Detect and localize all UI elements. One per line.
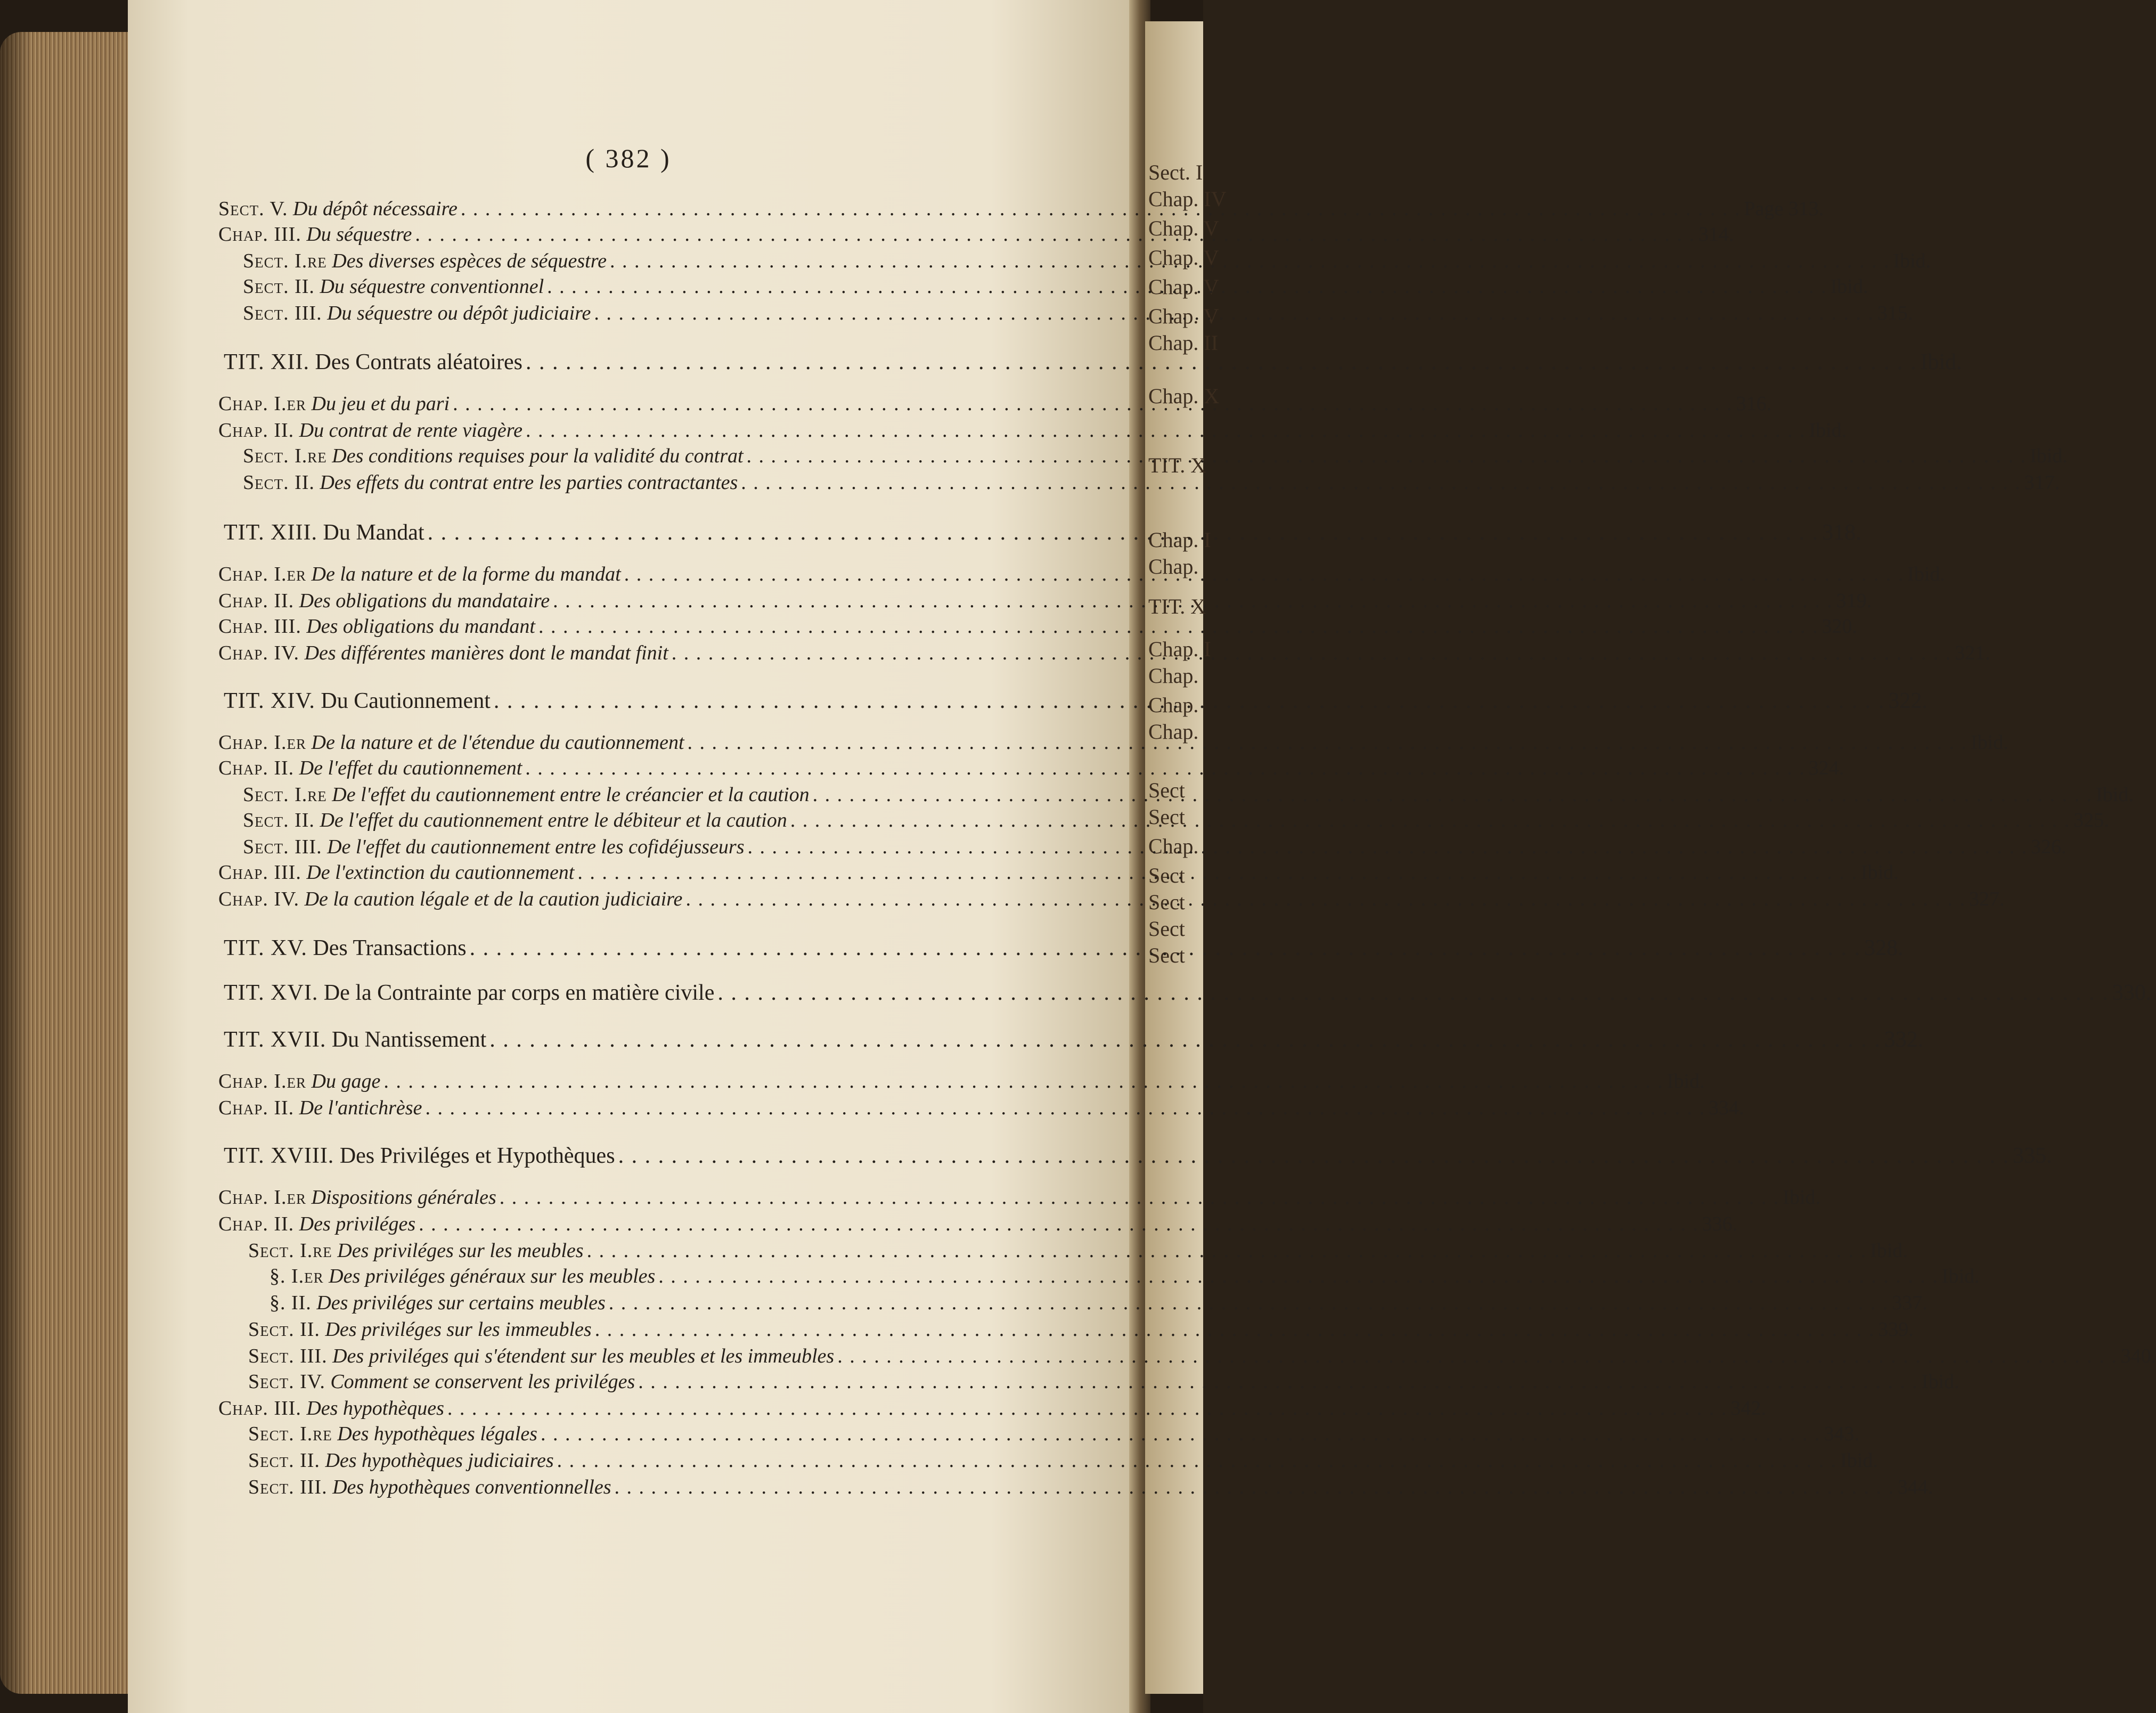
toc-entry-page: 335. xyxy=(2013,1144,2052,1168)
toc-entry-page: Ibid. xyxy=(1921,1371,1959,1393)
toc-entry-label: Sect. II. xyxy=(243,275,315,298)
toc-entry-title: Du dépôt nécessaire xyxy=(293,198,458,220)
toc-entry-title: Des priviléges sur les meubles xyxy=(337,1239,584,1262)
facing-page-fragment: Chap. xyxy=(1148,554,1199,578)
page-edges-shadow xyxy=(0,32,32,1694)
leader-dots xyxy=(538,615,1819,638)
leader-dots xyxy=(658,1265,1939,1288)
leader-dots xyxy=(638,1370,1918,1393)
toc-entry-page: Ibid. xyxy=(1870,1239,1908,1262)
toc-entry-page: 330. xyxy=(2112,981,2152,1005)
toc-entry-page: 326. xyxy=(2031,836,2067,858)
facing-page-fragment: Chap. I xyxy=(1148,637,1211,661)
toc-entry-page: 327. xyxy=(1969,888,2005,910)
toc-entry-page: 314. xyxy=(1698,223,1734,246)
toc-entry-title: Des différentes manières dont le mandat finit xyxy=(304,642,668,664)
facing-page-fragment: Sect xyxy=(1148,863,1185,887)
leader-dots xyxy=(577,861,1858,884)
toc-entry-title: Des hypothèques xyxy=(306,1397,444,1420)
leader-dots xyxy=(425,1096,1705,1120)
facing-page-fragment: Sect xyxy=(1148,890,1185,914)
leader-dots xyxy=(790,809,2071,832)
toc-entry xyxy=(218,1449,1878,1472)
toc-entry xyxy=(218,1212,1738,1236)
toc-entry-page: Ibid. xyxy=(1907,563,1945,585)
leader-dots xyxy=(489,1027,1881,1053)
toc-entry-label: TIT. XIV. xyxy=(224,689,315,713)
leader-dots xyxy=(837,1344,2118,1368)
toc-entry xyxy=(218,1397,1766,1420)
leader-dots xyxy=(624,562,1905,586)
toc-entry-label: Chap. III. xyxy=(218,1397,301,1420)
leader-dots xyxy=(618,1143,2010,1169)
toc-entry xyxy=(218,1239,1908,1262)
leader-dots xyxy=(526,419,1806,442)
toc-entry-label: Chap. II. xyxy=(218,419,295,442)
facing-page-fragment: Chap. xyxy=(1148,720,1199,744)
toc-entry-page: 319. xyxy=(1836,590,1872,612)
page-number: ( 382 ) xyxy=(585,143,672,173)
toc-entry-title: De l'effet du cautionnement entre les cofidéjusseurs xyxy=(327,836,745,858)
toc-entry-title: Des priviléges sur certains meubles xyxy=(316,1292,606,1314)
toc-entry-title: Des priviléges qui s'étendent sur les meubles et les immeubles xyxy=(332,1345,835,1367)
toc-entry-page: 332. xyxy=(1884,1027,1924,1052)
toc-entry-page: 344. xyxy=(1897,1476,1933,1498)
toc-entry-title: De l'effet du cautionnement xyxy=(299,757,522,779)
leader-dots xyxy=(526,349,1917,375)
toc-entry-title: Des priviléges xyxy=(299,1213,416,1235)
toc-entry-label: Sect. I.re xyxy=(243,784,327,806)
leader-dots xyxy=(500,1186,1780,1209)
facing-page-fragment: Sect xyxy=(1148,805,1185,829)
facing-page-fragment: Chap. xyxy=(1148,664,1199,688)
toc-entry-title: De la nature et de l'étendue du cautionnement xyxy=(311,731,684,754)
toc-entry-title: Du gage xyxy=(311,1070,381,1092)
leader-dots xyxy=(594,301,1874,325)
leader-dots xyxy=(453,392,1733,415)
toc-entry-page: Ibid. xyxy=(2096,784,2134,806)
toc-entry-label: Chap. II. xyxy=(218,590,295,612)
toc-entry-label: TIT. XVII. xyxy=(224,1027,326,1052)
toc-entry-page: 317. xyxy=(2024,471,2060,494)
facing-page-fragment: Sect. I xyxy=(1148,160,1203,184)
facing-page-fragment: Chap. X xyxy=(1148,384,1220,408)
toc-entry-label: Chap. IV. xyxy=(218,642,300,664)
toc-entry-label: Chap. I.er xyxy=(218,1070,307,1092)
leader-dots xyxy=(419,1212,1699,1236)
leader-dots xyxy=(747,444,2027,468)
toc-entry-label: Sect. I.re xyxy=(248,1423,332,1445)
toc-entry-label: Sect. III. xyxy=(248,1345,328,1367)
toc-entry xyxy=(218,1143,2052,1169)
toc-entry-title: Des priviléges sur les immeubles xyxy=(325,1318,592,1341)
facing-page-fragment: Chap. I xyxy=(1148,528,1211,552)
toc-entry xyxy=(218,756,1844,780)
toc-entry-label: Chap. III. xyxy=(218,223,301,246)
toc-entry-page: Page 313. xyxy=(1744,198,1824,220)
facing-page-fragment: Chap. V xyxy=(1148,275,1219,299)
leader-dots xyxy=(595,1318,1875,1341)
toc-entry-title: Des effets du contrat entre les parties contractantes xyxy=(320,471,738,494)
leader-dots xyxy=(525,756,1806,780)
facing-page-fragment: Chap. xyxy=(1148,834,1199,858)
toc-entry-page: Ibid. xyxy=(1667,1070,1705,1092)
toc-entry xyxy=(218,1370,1959,1393)
leader-dots xyxy=(553,589,1833,613)
toc-entry-page: 342. xyxy=(1730,1397,1766,1420)
leader-dots xyxy=(494,688,1885,714)
toc-entry-title: De l'extinction du cautionnement xyxy=(306,861,575,884)
toc-entry xyxy=(218,419,1847,442)
toc-entry-title: De la Contrainte par corps en matière civile xyxy=(323,981,715,1005)
facing-page-fragment: Sect xyxy=(1148,917,1185,941)
toc-entry-page: 336. xyxy=(1702,1213,1738,1235)
toc-entry-title: Comment se conservent les priviléges xyxy=(330,1371,635,1393)
toc-entry-label: Sect. III. xyxy=(243,302,322,324)
toc-entry-title: Des hypothèques légales xyxy=(337,1423,537,1445)
leader-dots xyxy=(557,1449,1838,1472)
facing-page-fragment: Chap. V xyxy=(1148,304,1219,328)
toc-entry-label: Chap. IV. xyxy=(218,888,300,910)
facing-page-fragment: Chap. V xyxy=(1148,216,1219,240)
toc-entry-title: Du séquestre conventionnel xyxy=(320,275,544,298)
toc-entry-label: Sect. II. xyxy=(248,1318,320,1341)
toc-entry xyxy=(218,783,2134,806)
toc-entry xyxy=(218,471,2060,494)
leader-dots xyxy=(614,1475,1894,1499)
toc-entry-page: Ibid. xyxy=(1783,1186,1821,1209)
toc-entry-page: 321. xyxy=(1955,642,1990,664)
leader-dots xyxy=(447,1397,1728,1420)
toc-entry-title: Du séquestre xyxy=(306,223,412,246)
facing-page-fragment: TIT. X xyxy=(1148,453,1206,477)
toc-entry-label: §. II. xyxy=(270,1292,312,1314)
toc-entry-page: Ibid. xyxy=(1893,250,1931,272)
toc-entry-label: Sect. I.re xyxy=(243,445,327,467)
facing-page-fragment: Sect xyxy=(1148,778,1185,802)
toc-entry-page: 328. xyxy=(1864,936,1904,960)
toc-entry-label: TIT. XIII. xyxy=(224,520,317,545)
toc-entry-label: Chap. I.er xyxy=(218,563,307,585)
toc-entry xyxy=(218,1318,1914,1341)
toc-entry xyxy=(218,1027,1924,1053)
toc-entry-page: Ibid. xyxy=(1971,731,2008,754)
facing-page-fragment: Chap. xyxy=(1148,693,1199,717)
toc-entry-page: 318. xyxy=(1822,520,1861,545)
leader-dots xyxy=(748,835,2028,859)
leader-dots xyxy=(813,783,2093,806)
toc-entry-label: Chap. I.er xyxy=(218,731,307,754)
facing-page-fragment: Chap. II xyxy=(1148,331,1219,355)
toc-entry-label: Sect. II. xyxy=(243,471,315,494)
leader-dots xyxy=(685,887,1966,911)
toc-entry-title: Du Cautionnement xyxy=(321,689,491,713)
toc-entry-title: Des diverses espèces de séquestre xyxy=(332,250,607,272)
leader-dots xyxy=(741,471,2021,494)
toc-entry-title: De la caution légale et de la caution judiciaire xyxy=(304,888,683,910)
leader-dots xyxy=(672,641,1952,665)
toc-entry-title: Des hypothèques conventionnelles xyxy=(332,1476,611,1498)
toc-entry-page: 337. xyxy=(1892,1292,1928,1314)
toc-entry-title: Des hypothèques judiciaires xyxy=(325,1449,554,1472)
toc-entry-label: TIT. XII. xyxy=(224,350,309,374)
toc-entry-title: Du Mandat xyxy=(323,520,424,545)
toc-entry-page: 339. xyxy=(1878,1318,1914,1341)
toc-entry-page: 322. xyxy=(1888,689,1928,713)
toc-entry-page: Ibid. xyxy=(1830,275,1868,298)
leader-dots xyxy=(609,1291,1889,1315)
toc-entry-label: Sect. II. xyxy=(243,809,315,831)
toc-entry xyxy=(218,1265,1980,1288)
toc-entry xyxy=(218,1070,1705,1093)
toc-entry-label: Sect. I.re xyxy=(243,250,327,272)
leader-dots xyxy=(610,249,1890,273)
toc-entry-label: Sect. II. xyxy=(248,1449,320,1472)
toc-entry-title: Des priviléges généraux sur les meubles xyxy=(329,1265,656,1287)
toc-entry-page: Ibid. xyxy=(1941,1265,1980,1287)
toc-entry-label: Chap. I.er xyxy=(218,393,307,415)
leader-dots xyxy=(383,1070,1664,1093)
toc-entry-label: Chap. III. xyxy=(218,615,301,638)
toc-entry xyxy=(218,1291,1928,1315)
leader-dots xyxy=(461,197,1741,221)
leader-dots xyxy=(541,1422,1821,1446)
toc-entry-title: Des obligations du mandant xyxy=(306,615,535,638)
toc-entry-title: Des obligations du mandataire xyxy=(299,590,550,612)
toc-entry-label: Chap. II. xyxy=(218,757,295,779)
toc-entry-page: 316. xyxy=(1736,393,1772,415)
leader-dots xyxy=(587,1239,1867,1262)
toc-entry-page: 325. xyxy=(2073,809,2109,831)
facing-page-fragment: Chap. IV xyxy=(1148,187,1227,211)
toc-entry xyxy=(218,1422,1859,1446)
facing-page-fragment: Sect xyxy=(1148,943,1185,967)
toc-entry-page: Ibid. xyxy=(1840,1449,1878,1472)
facing-page-fragment: Chap. V xyxy=(1148,246,1219,270)
leader-dots xyxy=(415,223,1695,246)
toc-entry xyxy=(218,1475,1933,1499)
toc-entry xyxy=(218,641,1990,665)
toc-entry xyxy=(218,1096,1744,1120)
toc-entry-title: Dispositions générales xyxy=(311,1186,496,1209)
toc-entry-page: Ibid. xyxy=(1860,861,1899,884)
toc-entry-title: Des conditions requises pour la validité du contrat xyxy=(332,445,744,467)
toc-entry-title: Des Priviléges et Hypothèques xyxy=(339,1144,615,1168)
toc-entry-label: Chap. I.er xyxy=(218,1186,307,1209)
leader-dots xyxy=(547,275,1827,298)
toc-entry-label: Sect. V. xyxy=(218,198,288,220)
toc-entry-page: Ibid. xyxy=(1809,419,1847,442)
toc-entry-title: De l'effet du cautionnement entre le créancier et la caution xyxy=(332,784,810,806)
toc-entry-label: TIT. XVIII. xyxy=(224,1144,334,1168)
toc-entry-label: TIT. XV. xyxy=(224,936,307,960)
toc-entry-page: Ibid. xyxy=(2030,445,2068,467)
toc-entry-title: Du Nantissement xyxy=(331,1027,487,1052)
toc-entry-label: Sect. I.re xyxy=(248,1239,332,1262)
toc-entry xyxy=(218,980,2152,1006)
leader-dots xyxy=(470,935,1861,961)
toc-entry xyxy=(218,615,1857,638)
toc-entry-page: 320. xyxy=(1822,615,1857,638)
toc-entry xyxy=(218,1186,1821,1209)
leader-dots xyxy=(428,520,1819,545)
toc-entry-label: Chap. II. xyxy=(218,1097,295,1119)
toc-entry-title: De l'antichrèse xyxy=(299,1097,422,1119)
facing-page-fragment: TIT. X xyxy=(1148,594,1206,618)
toc-entry-title: De la nature et de la forme du mandat xyxy=(311,563,621,585)
toc-entry-title: Des Transactions xyxy=(313,936,467,960)
toc-entry-title: De l'effet du cautionnement entre le débiteur et la caution xyxy=(320,809,787,831)
toc-entry-title: Des Contrats aléatoires xyxy=(315,350,523,374)
toc-entry-title: Du séquestre ou dépôt judiciaire xyxy=(327,302,591,324)
toc-entry xyxy=(218,731,2008,754)
toc-entry-page: 343. xyxy=(1824,1423,1859,1445)
leader-dots xyxy=(688,731,1968,754)
toc-entry xyxy=(218,562,1945,586)
leader-dots xyxy=(717,980,2109,1006)
toc-entry xyxy=(218,809,2109,832)
toc-entry-title: Du jeu et du pari xyxy=(311,393,450,415)
toc-entry-title: Du contrat de rente viagère xyxy=(299,419,522,442)
toc-entry xyxy=(218,349,1962,375)
toc-entry-label: Sect. IV. xyxy=(248,1371,325,1393)
toc-entry-label: Chap. III. xyxy=(218,861,301,884)
toc-entry-label: TIT. XVI. xyxy=(224,981,318,1005)
toc-entry-label: Sect. III. xyxy=(248,1476,328,1498)
toc-entry-page: 324. xyxy=(1808,757,1844,779)
toc-entry xyxy=(218,1344,2156,1368)
toc-entry-page: 340. xyxy=(2120,1345,2156,1367)
toc-entry-label: Sect. III. xyxy=(243,836,322,858)
toc-entry-page: 315. xyxy=(1877,302,1913,324)
toc-entry-label: Chap. II. xyxy=(218,1213,295,1235)
toc-entry-label: §. I.er xyxy=(270,1265,324,1287)
toc-entry-page: 334. xyxy=(1708,1097,1744,1119)
toc-entry-page: Ibid. xyxy=(1920,350,1962,374)
